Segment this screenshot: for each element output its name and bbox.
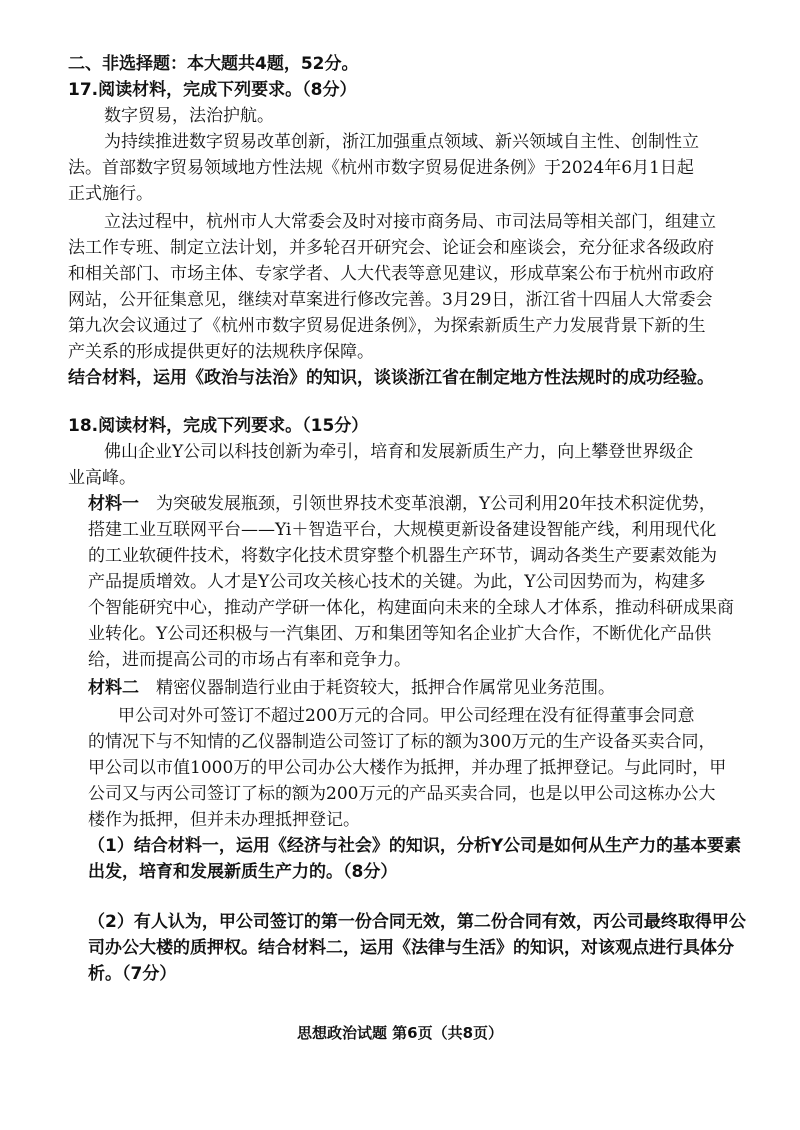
- material2-line: 楼作为抵押，但并未办理抵押登记。: [88, 810, 360, 830]
- q18-intro-line: 业高峰。: [68, 468, 136, 488]
- q17-subtitle: 数字贸易，法治护航。: [104, 106, 274, 126]
- q17-line: 和相关部门、市场主体、专家学者、人大代表等意见建议，形成草案公布于杭州市政府: [68, 264, 714, 284]
- q18-intro-line: 佛山企业Y公司以科技创新为牵引，培育和发展新质生产力，向上攀登世界级企: [104, 442, 694, 462]
- page-footer: 思想政治试题 第6页（共8页）: [296, 1024, 504, 1042]
- q17-line: 法。首部数字贸易领域地方性法规《杭州市数字贸易促进条例》于2024年6月1日起: [68, 158, 694, 178]
- q18-sub2-line: 司办公大楼的质押权。结合材料二，运用《法律与生活》的知识，对该观点进行具体分: [88, 938, 734, 958]
- q17-line: 正式施行。: [68, 184, 153, 204]
- q17-line: 为持续推进数字贸易改革创新，浙江加强重点领域、新兴领域自主性、创制性立: [104, 132, 699, 152]
- material1-label: 材料一: [88, 494, 139, 514]
- q18-prompt: 18.阅读材料，完成下列要求。（15分）: [68, 416, 369, 436]
- section-heading: 二、非选择题：本大题共4题，52分。: [68, 54, 359, 74]
- q17-question: 结合材料，运用《政治与法治》的知识，谈谈浙江省在制定地方性法规时的成功经验。: [68, 368, 714, 388]
- q17-line: 法工作专班、制定立法计划，并多轮召开研究会、论证会和座谈会，充分征求各级政府: [68, 238, 714, 258]
- material2-line: 甲公司以市值1000万的甲公司办公大楼作为抵押，并办理了抵押登记。与此同时，甲: [88, 758, 727, 778]
- material1-line: 产品提质增效。人才是Y公司攻关核心技术的关键。为此，Y公司因势而为，构建多: [88, 572, 706, 592]
- material2-line: 公司又与丙公司签订了标的额为200万元的产品买卖合同，也是以甲公司这栋办公大: [88, 784, 716, 804]
- material1-line: 的工业软硬件技术，将数字化技术贯穿整个机器生产环节，调动各类生产要素效能为: [88, 546, 717, 566]
- material1-line: 搭建工业互联网平台——Yi＋智造平台，大规模更新设备建设智能产线，利用现代化: [88, 520, 717, 540]
- q17-line: 第九次会议通过了《杭州市数字贸易促进条例》，为探索新质生产力发展背景下新的生: [68, 316, 706, 336]
- q18-sub1-line: （1）结合材料一，运用《经济与社会》的知识，分析Y公司是如何从生产力的基本要素: [88, 836, 742, 856]
- material1-line: 给，进而提高公司的市场占有率和竞争力。: [88, 650, 411, 670]
- q18-sub2-line: （2）有人认为，甲公司签订的第一份合同无效，第二份合同有效，丙公司最终取得甲公: [88, 912, 746, 932]
- q17-line: 网站，公开征集意见，继续对草案进行修改完善。3月29日，浙江省十四届人大常委会: [68, 290, 713, 310]
- q18-sub1-line: 出发，培育和发展新质生产力的。（8分）: [88, 862, 398, 882]
- q18-sub2-line: 析。（7分）: [88, 964, 177, 984]
- material2-line: 的情况下与不知情的乙仪器制造公司签订了标的额为300万元的生产设备买卖合同，: [88, 732, 716, 752]
- material2-line: [0, 676, 800, 700]
- material1-line: 个智能研究中心，推动产学研一体化，构建面向未来的全球人才体系，推动科研成果商: [88, 598, 734, 618]
- material1-line: [0, 492, 800, 516]
- material2-text: 精密仪器制造行业由于耗资较大，抵押合作属常见业务范围。: [156, 678, 615, 698]
- material2-line: 甲公司对外可签订不超过200万元的合同。甲公司经理在没有征得董事会同意: [118, 706, 695, 726]
- q17-line: 产关系的形成提供更好的法规秩序保障。: [68, 342, 374, 362]
- material1-text: 为突破发展瓶颈，引领世界技术变革浪潮，Y公司利用20年技术积淀优势，: [156, 494, 716, 514]
- q17-line: 立法过程中，杭州市人大常委会及时对接市商务局、市司法局等相关部门，组建立: [104, 212, 716, 232]
- q17-prompt: 17.阅读材料，完成下列要求。（8分）: [68, 80, 357, 100]
- material1-line: 业转化。Y公司还积极与一汽集团、万和集团等知名企业扩大合作，不断优化产品供: [88, 624, 712, 644]
- material2-label: 材料二: [88, 678, 139, 698]
